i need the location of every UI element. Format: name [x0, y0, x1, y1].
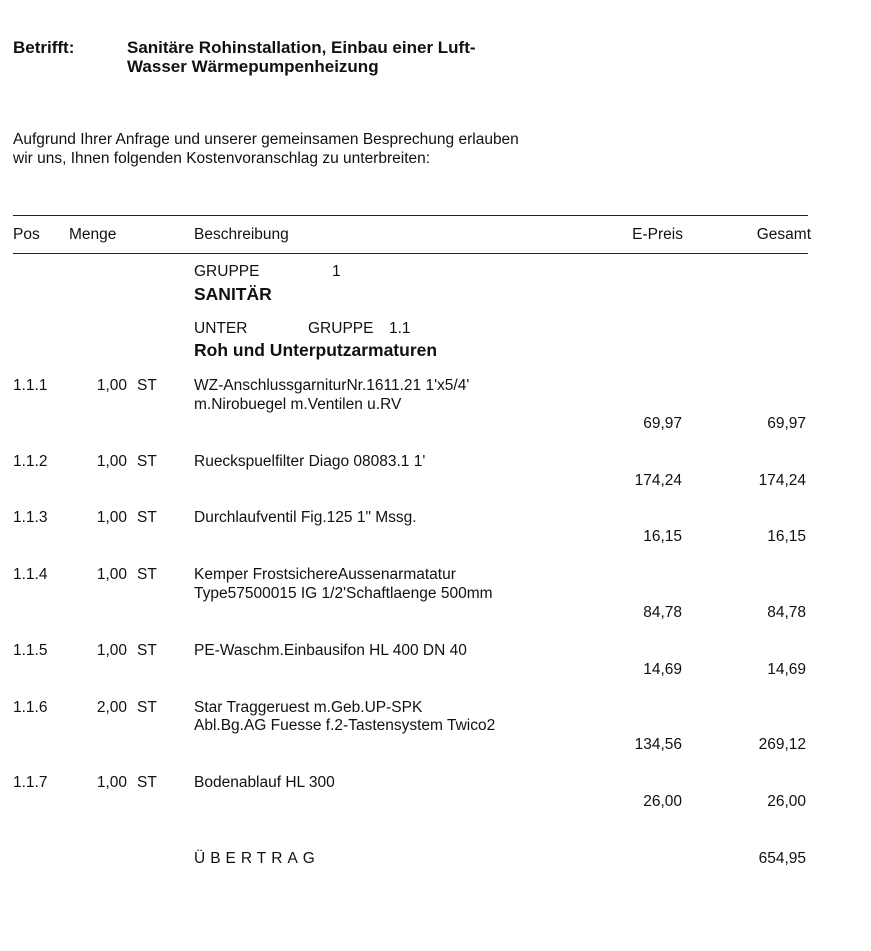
subject-text — [127, 38, 476, 76]
item-epreis: 26,00 — [643, 793, 682, 810]
group-label: GRUPPE — [194, 263, 260, 280]
uebertrag-value: 654,95 — [758, 850, 806, 867]
uebertrag-label: ÜBERTRAG — [194, 850, 320, 867]
item-menge: 2,00 — [96, 699, 127, 716]
item-pos: 1.1.7 — [13, 774, 48, 791]
subgroup-label-1: UNTER — [194, 320, 248, 337]
subject-line-1: Sanitäre Rohinstallation, Einbau einer Luft- — [127, 38, 476, 57]
item-pos: 1.1.4 — [13, 566, 48, 583]
col-header-menge: Menge — [69, 226, 117, 243]
subgroup-number: 1.1 — [389, 320, 411, 337]
item-unit: ST — [137, 566, 157, 583]
item-epreis: 174,24 — [634, 472, 682, 489]
item-pos: 1.1.6 — [13, 699, 48, 716]
item-description-line-1: PE-Waschm.Einbausifon HL 400 DN 40 — [194, 642, 467, 659]
item-description-line-2: Type57500015 IG 1/2'Schaftlaenge 500mm — [194, 585, 493, 602]
item-pos: 1.1.5 — [13, 642, 48, 659]
item-menge: 1,00 — [96, 774, 127, 791]
item-pos: 1.1.2 — [13, 453, 48, 470]
group-number: 1 — [332, 263, 341, 280]
item-menge: 1,00 — [96, 642, 127, 659]
subject-label: Betrifft: — [13, 38, 75, 57]
item-epreis: 69,97 — [643, 415, 682, 432]
item-menge: 1,00 — [96, 566, 127, 583]
header-bottom-rule — [13, 253, 808, 254]
item-gesamt: 84,78 — [767, 604, 806, 621]
item-epreis: 134,56 — [634, 736, 682, 753]
item-epreis: 84,78 — [643, 604, 682, 621]
item-gesamt: 26,00 — [767, 793, 806, 810]
item-gesamt: 269,12 — [758, 736, 806, 753]
group-title: SANITÄR — [194, 284, 272, 304]
item-unit: ST — [137, 377, 157, 394]
item-unit: ST — [137, 642, 157, 659]
intro-line-1: Aufgrund Ihrer Anfrage und unserer gemeinsamen Besprechung erlauben — [13, 131, 519, 148]
item-description-line-1: Durchlaufventil Fig.125 1" Mssg. — [194, 509, 417, 526]
item-epreis: 14,69 — [643, 661, 682, 678]
item-menge: 1,00 — [96, 377, 127, 394]
item-description-line-2: m.Nirobuegel m.Ventilen u.RV — [194, 396, 402, 413]
item-epreis: 16,15 — [643, 528, 682, 545]
col-header-gesamt: Gesamt — [756, 226, 811, 243]
item-description-line-1: Star Traggeruest m.Geb.UP-SPK — [194, 699, 423, 716]
col-header-pos: Pos — [13, 226, 40, 243]
col-header-epreis: E-Preis — [632, 226, 683, 243]
item-menge: 1,00 — [96, 453, 127, 470]
item-pos: 1.1.3 — [13, 509, 48, 526]
item-menge: 1,00 — [96, 509, 127, 526]
subject-line-2: Wasser Wärmepumpenheizung — [127, 57, 379, 76]
intro-line-2: wir uns, Ihnen folgenden Kostenvoranschlag zu unterbreiten: — [13, 150, 431, 167]
item-pos: 1.1.1 — [13, 377, 48, 394]
item-gesamt: 14,69 — [767, 661, 806, 678]
header-top-rule — [13, 215, 808, 216]
item-unit: ST — [137, 699, 157, 716]
item-description-line-1: Rueckspuelfilter Diago 08083.1 1' — [194, 453, 426, 470]
item-description-line-1: Kemper FrostsichereAussenarmatatur — [194, 566, 456, 583]
item-gesamt: 69,97 — [767, 415, 806, 432]
item-description-line-2: Abl.Bg.AG Fuesse f.2-Tastensystem Twico2 — [194, 717, 496, 734]
item-gesamt: 174,24 — [758, 472, 806, 489]
intro-paragraph — [13, 130, 519, 168]
item-unit: ST — [137, 509, 157, 526]
item-gesamt: 16,15 — [767, 528, 806, 545]
item-unit: ST — [137, 774, 157, 791]
subgroup-label-2: GRUPPE — [308, 320, 374, 337]
subgroup-title: Roh und Unterputzarmaturen — [194, 340, 438, 360]
item-description-line-1: WZ-AnschlussgarniturNr.1611.21 1'x5/4' — [194, 377, 470, 394]
item-unit: ST — [137, 453, 157, 470]
col-header-beschreibung: Beschreibung — [194, 226, 289, 243]
item-description-line-1: Bodenablauf HL 300 — [194, 774, 335, 791]
